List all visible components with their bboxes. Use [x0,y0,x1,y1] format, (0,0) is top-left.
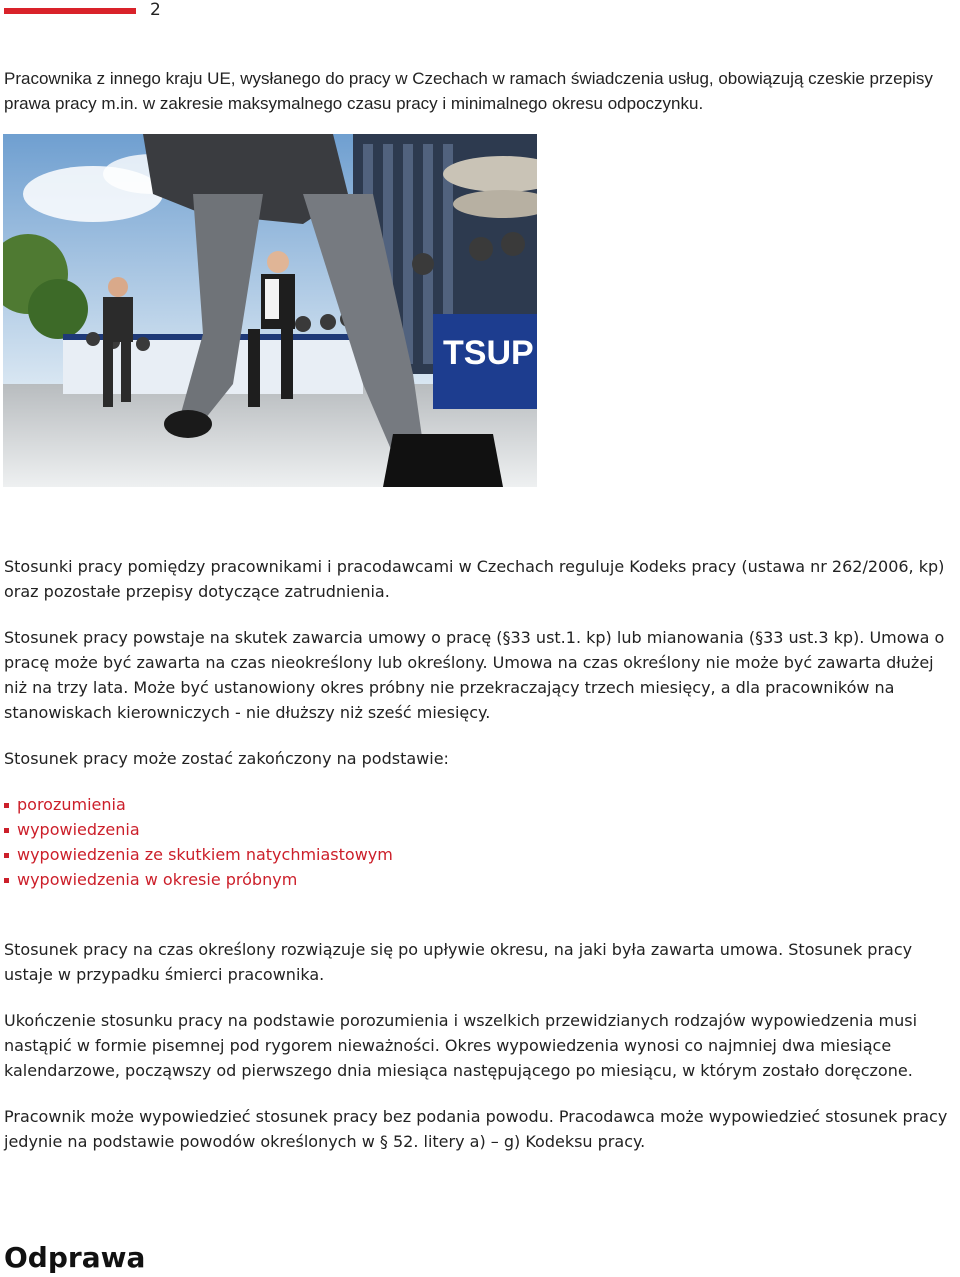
termination-list [4,792,960,892]
paragraph-employment-contract: Stosunek pracy powstaje na skutek zawarcia umowy o pracę (§33 ust.1. kp) lub mianowania (§33 ust.3 kp). Umowa o pracę może być zawarta na czas nieokreślony lub określony. Umowa na czas określony nie może być zawarta dłużej niż na trzy lata. Może być ustanowiony okres próbny nie przekraczający trzech miesięcy, a dla pracowników na stanowiskach kierowniczych - nie dłuższy niż sześć miesięcy. [4,628,945,722]
section-heading: Odprawa [4,1241,146,1274]
banner-text: TSUP [443,334,534,372]
page-number: 2 [150,0,161,20]
photo-illustration [3,134,537,487]
list-item[interactable]: wypowiedzenia ze skutkiem natychmiastowym [4,842,960,867]
list-item[interactable]: wypowiedzenia w okresie próbnym [4,867,960,892]
main-content [4,554,960,1175]
paragraph-termination-reasons: Pracownik może wypowiedzieć stosunek pracy bez podania powodu. Pracodawca może wypowiedzieć stosunek pracy jedynie na podstawie powodów określonych w § 52. litery a) – g) Kodeksu pracy. [4,1107,948,1151]
paragraph-notice-period: Ukończenie stosunku pracy na podstawie porozumienia i wszelkich przewidzianych rodzajów wypowiedzenia musi nastąpić w formie pisemnej pod rygorem nieważności. Okres wypowiedzenia wynosi co najmniej dwa miesiące kalendarzowe, począwszy od pierwszego dnia miesiąca następującego po miesiącu, w którym zostało doręczone. [4,1011,918,1080]
paragraph-fixed-term-end: Stosunek pracy na czas określony rozwiązuje się po upływie okresu, na jaki była zawarta umowa. Stosunek pracy ustaje w przypadku śmierci pracownika. [4,940,913,984]
list-item[interactable]: porozumienia [4,792,960,817]
paragraph-regulation: Stosunki pracy pomiędzy pracownikami i pracodawcami w Czechach reguluje Kodeks pracy (ustawa nr 262/2006, kp) oraz pozostałe przepisy dotyczące zatrudnienia. [4,557,945,601]
photo-running-businesspeople [3,134,537,487]
paragraph-termination-intro: Stosunek pracy może zostać zakończony na podstawie: [4,749,449,768]
list-item[interactable]: wypowiedzenia [4,817,960,842]
header-accent-bar [4,8,136,14]
intro-paragraph: Pracownika z innego kraju UE, wysłanego do pracy w Czechach w ramach świadczenia usług, obowiązują czeskie przepisy prawa pracy m.in. w zakresie maksymalnego czasu pracy i minimalnego okresu odpoczynku. [4,69,933,113]
